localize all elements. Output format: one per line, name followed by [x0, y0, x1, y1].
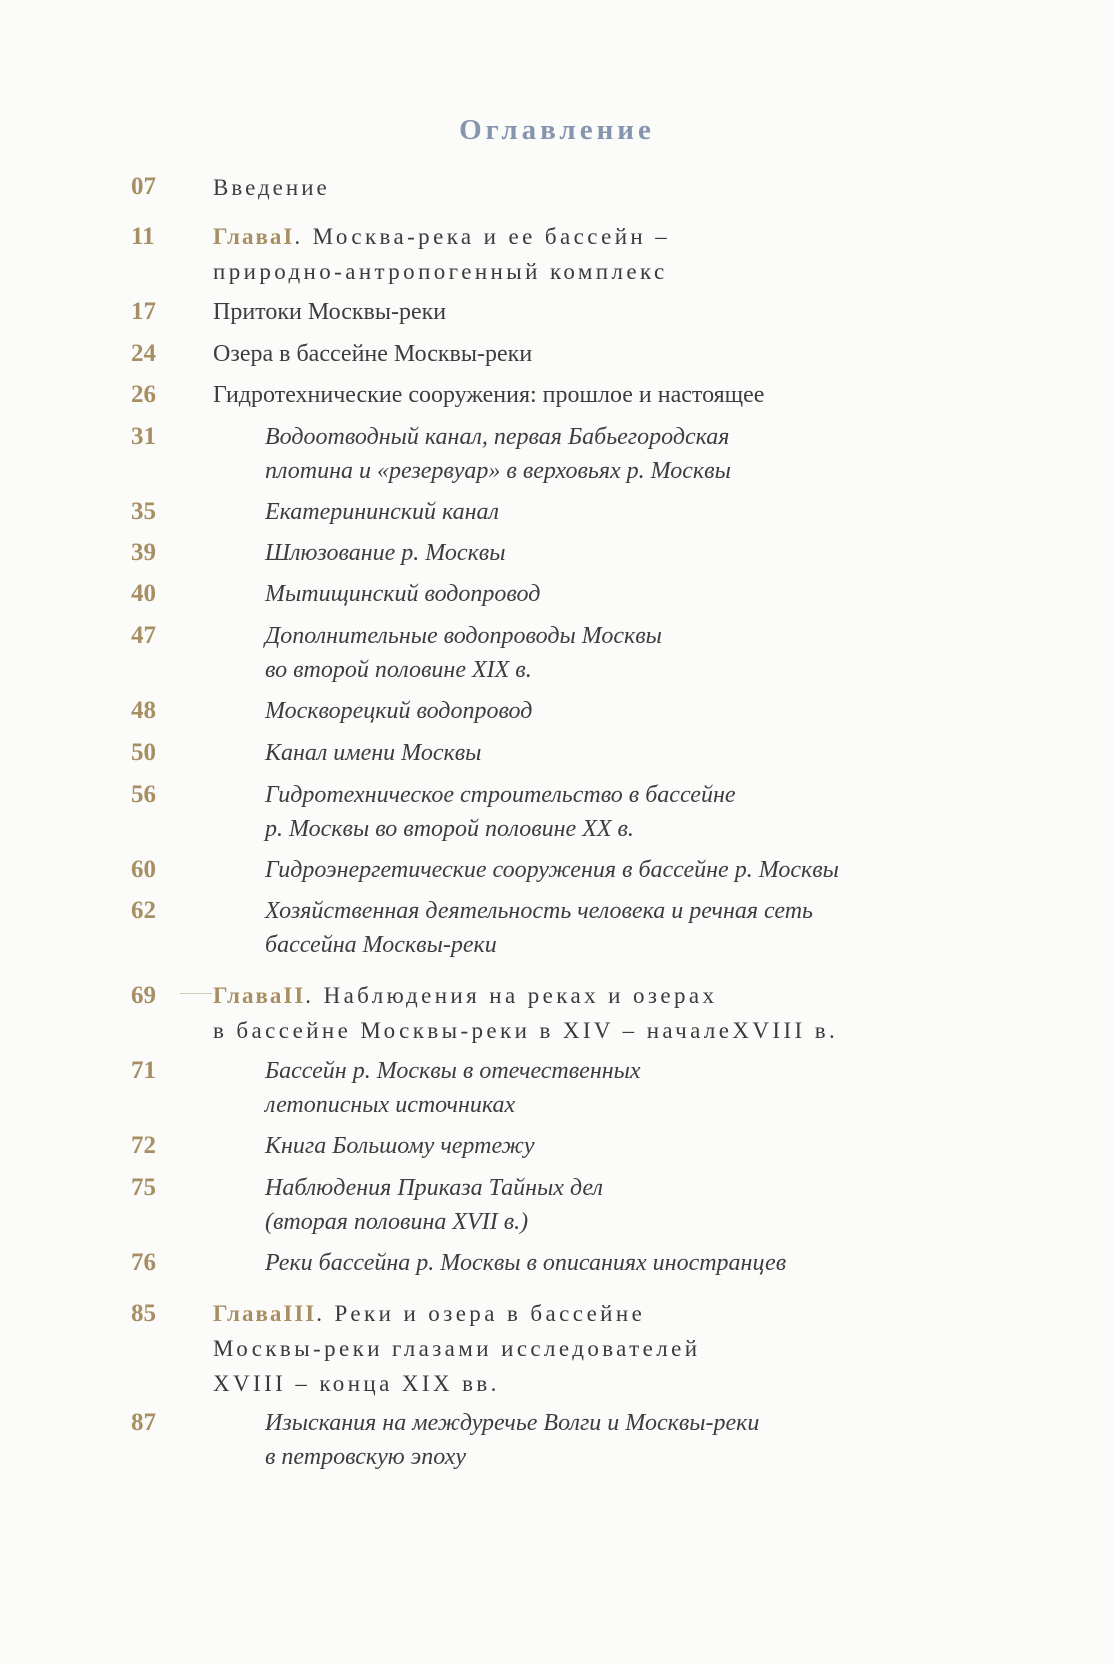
page-number: 50 [131, 739, 156, 766]
page-number: 85 [131, 1300, 156, 1327]
chapter-title-part: . Реки и озера в бассейне [316, 1301, 646, 1326]
chapter-label: ГлаваI [213, 224, 295, 249]
entry-title-line: Дополнительные водопроводы Москвы [265, 623, 662, 649]
entry-title-line: в бассейне Москвы-реки в XIV – началеXVIII в. [213, 1018, 839, 1043]
entry-title-line: Реки бассейна р. Москвы в описаниях иностранцев [265, 1250, 787, 1276]
entry-title-line: Книга Большому чертежу [265, 1133, 535, 1159]
page-number: 35 [131, 498, 156, 525]
page-number: 62 [131, 897, 156, 924]
page-number: 76 [131, 1249, 156, 1276]
entry-title [265, 1054, 641, 1122]
page-number: 40 [131, 580, 156, 607]
entry-title [265, 577, 540, 611]
entry-title [265, 1246, 786, 1280]
entry-title-line [213, 219, 670, 254]
entry-title [265, 853, 839, 887]
entry-title-line [213, 1296, 700, 1331]
entry-title [265, 619, 662, 687]
page-number: 60 [131, 856, 156, 883]
divider-rule [180, 993, 212, 994]
entry-title-line: Хозяйственная деятельность человека и речная сеть [265, 898, 813, 924]
entry-title [265, 1406, 759, 1474]
page-number: 71 [131, 1057, 156, 1084]
entry-title-line: Шлюзование р. Москвы [265, 540, 506, 566]
entry-title [213, 1296, 700, 1401]
entry-title-line: Мытищинский водопровод [265, 581, 541, 607]
page-number: 24 [131, 340, 156, 367]
entry-title [265, 1171, 603, 1239]
page-number: 07 [131, 173, 156, 200]
page-number: 56 [131, 781, 156, 808]
chapter-title-part: . Наблюдения на реках и озерах [305, 983, 718, 1008]
entry-title-line: Екатерининский канал [265, 499, 499, 525]
entry-title [213, 170, 330, 205]
page-number: 87 [131, 1409, 156, 1436]
page-title: Оглавление [459, 114, 655, 146]
entry-title [213, 295, 446, 329]
entry-title-line: Озера в бассейне Москвы-реки [213, 341, 533, 367]
entry-title-line: XVIII – конца XIX вв. [213, 1371, 500, 1396]
page-number: 31 [131, 423, 156, 450]
entry-title-line: Введение [213, 175, 330, 200]
entry-title-line: Притоки Москвы-реки [213, 299, 447, 325]
entry-title-line: Гидротехнические сооружения: прошлое и настоящее [213, 382, 765, 408]
entry-title [265, 536, 505, 570]
entry-title-line: Гидроэнергетические сооружения в бассейне р. Москвы [265, 857, 839, 883]
entry-title-line: Гидротехническое строительство в бассейне [265, 782, 736, 808]
entry-title [265, 495, 499, 529]
entry-title [265, 736, 481, 770]
page-number: 48 [131, 697, 156, 724]
entry-title-line: р. Москвы во второй половине XX в. [265, 816, 634, 842]
page-number: 39 [131, 539, 156, 566]
entry-title [213, 378, 764, 412]
chapter-title-part: . Москва-река и ее бассейн – [294, 224, 671, 249]
entry-title [213, 337, 532, 371]
page-number: 11 [131, 223, 155, 250]
chapter-label: ГлаваIII [213, 1301, 317, 1326]
entry-title [213, 219, 670, 289]
page-number: 72 [131, 1132, 156, 1159]
entry-title [265, 420, 731, 488]
entry-title-line: в петровскую эпоху [265, 1444, 467, 1470]
entry-title [213, 978, 838, 1048]
entry-title-line: Бассейн р. Москвы в отечественных [265, 1058, 641, 1084]
entry-title-line: плотина и «резервуар» в верховьях р. Москвы [265, 458, 731, 484]
page-number: 47 [131, 622, 156, 649]
page-number: 75 [131, 1174, 156, 1201]
entry-title-line: во второй половине XIX в. [265, 657, 532, 683]
entry-title-line: Водоотводный канал, первая Бабьегородская [265, 424, 730, 450]
chapter-label: ГлаваII [213, 983, 306, 1008]
entry-title-line: летописных источниках [265, 1092, 516, 1118]
page-number: 17 [131, 298, 156, 325]
entry-title-line [213, 978, 838, 1013]
entry-title-line: бассейна Москвы-реки [265, 932, 497, 958]
entry-title-line: (вторая половина XVII в.) [265, 1209, 529, 1235]
entry-title [265, 694, 532, 728]
entry-title-line: Москвы-реки глазами исследователей [213, 1336, 701, 1361]
entry-title [265, 1129, 534, 1163]
entry-title-line: Канал имени Москвы [265, 740, 482, 766]
entry-title [265, 778, 736, 846]
entry-title-line: Москворецкий водопровод [265, 698, 533, 724]
entry-title-line: Наблюдения Приказа Тайных дел [265, 1175, 603, 1201]
entry-title-line: природно-антропогенный комплекс [213, 259, 668, 284]
page-number: 69 [131, 982, 156, 1009]
page-number: 26 [131, 381, 156, 408]
entry-title [265, 894, 813, 962]
entry-title-line: Изыскания на междуречье Волги и Москвы-реки [265, 1410, 760, 1436]
